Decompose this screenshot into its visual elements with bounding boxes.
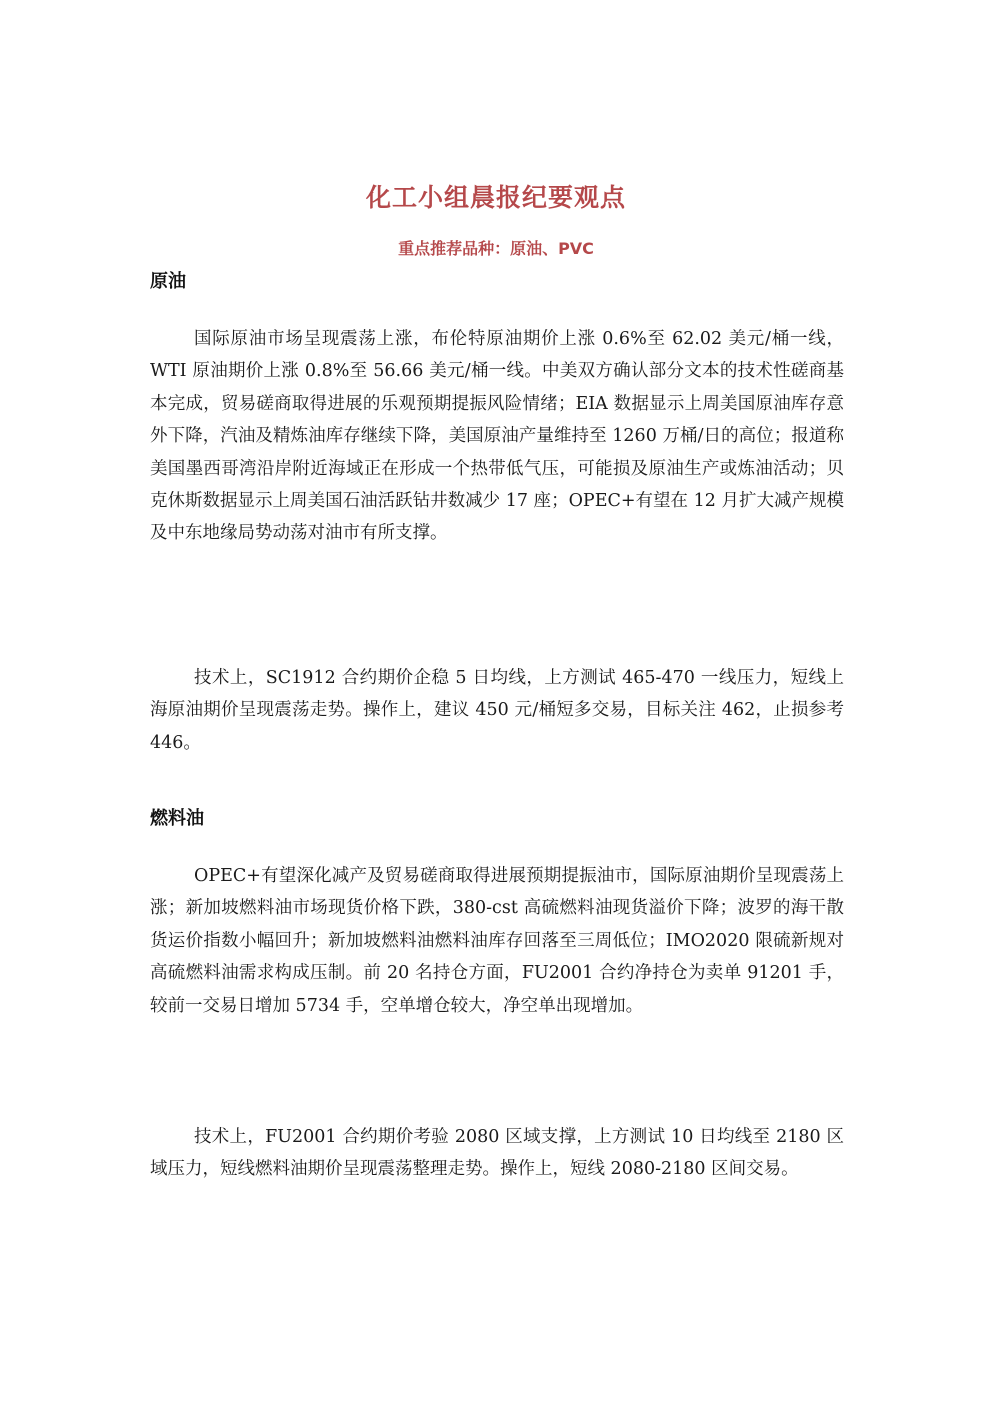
fuel-oil-technical-paragraph: 技术上，FU2001 合约期价考验 2080 区域支撑，上方测试 10 日均线至 2180 区域压力，短线燃料油期价呈现震荡整理走势。操作上，短线 2080-2180 区间交易。 [150,1127,844,1180]
section-heading-fuel-oil: 燃料油 [150,808,204,829]
crude-oil-market-paragraph: 国际原油市场呈现震荡上涨，布伦特原油期价上涨 0.6%至 62.02 美元/桶一线，WTI 原油期价上涨 0.8%至 56.66 美元/桶一线。中美双方确认部分文本的技术性磋商基本完成，贸易磋商取得进展的乐观预期提振风险情绪；EIA 数据显示上周美国原油库存意外下降，汽油及精炼油库存继续下降，美国原油产量维持至 1260 万桶/日的高位；报道称美国墨西哥湾沿岸附近海域正在形成一个热带低气压，可能损及原油生产或炼油活动；贝克休斯数据显示上周美国石油活跃钻井数减少 17 座；OPEC+有望在 12 月扩大减产规模及中东地缘局势动荡对油市有所支撑。 [150,329,844,544]
page-title: 化工小组晨报纪要观点 [365,183,626,212]
fuel-oil-market-paragraph: OPEC+有望深化减产及贸易磋商取得进展预期提振油市，国际原油期价呈现震荡上涨；新加坡燃料油市场现货价格下跌，380-cst 高硫燃料油现货溢价下降；波罗的海干散货运价指数小幅回升；新加坡燃料油燃料油库存回落至三周低位；IMO2020 限硫新规对高硫燃料油需求构成压制。前 20 名持仓方面，FU2001 合约净持仓为卖单 91201 手，较前一交易日增加 5734 手，空单增仓较大，净空单出现增加。 [150,866,844,1016]
section-heading-crude-oil: 原油 [150,271,186,292]
crude-oil-technical-paragraph: 技术上，SC1912 合约期价企稳 5 日均线，上方测试 465-470 一线压力，短线上海原油期价呈现震荡走势。操作上，建议 450 元/桶短多交易，目标关注 462，止损参考 446。 [150,668,844,753]
page-subtitle: 重点推荐品种：原油、PVC [398,239,594,258]
